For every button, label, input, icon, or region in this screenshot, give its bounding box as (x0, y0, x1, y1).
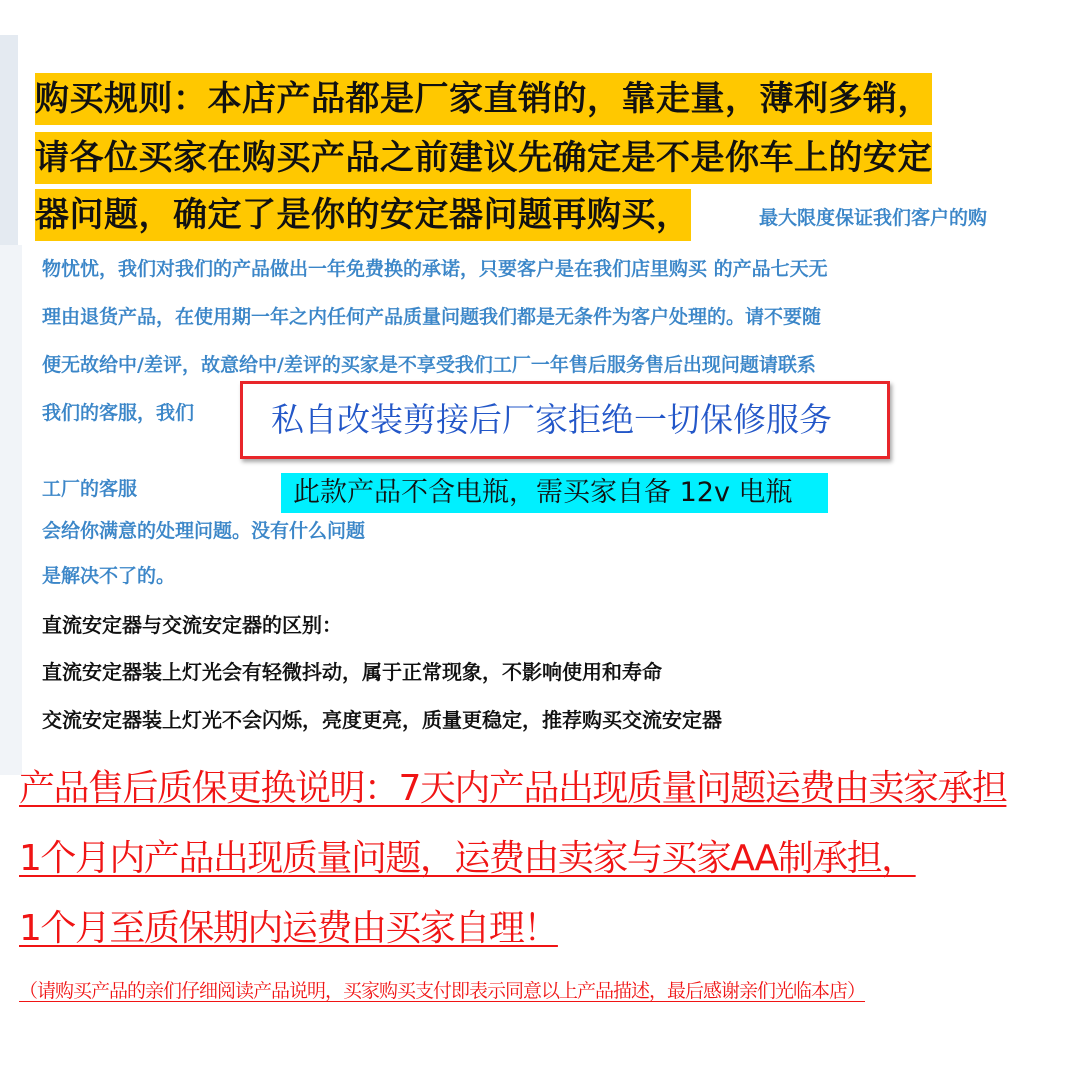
left-edge-bar-top (0, 35, 18, 245)
battery-notice-box (281, 473, 828, 513)
difference-ac: 交流安定器装上灯光不会闪烁，亮度更亮，质量更稳定，推荐购买交流安定器 (42, 708, 722, 732)
modification-notice-text: 私自改装剪接后厂家拒绝一切保修服务 (271, 400, 832, 439)
rules-line-2: 请各位买家在购买产品之前建议先确定是不是你车上的安定 (35, 132, 932, 184)
blue-line-3: 便无故给中/差评，故意给中/差评的买家是不享受我们工厂一年售后服务售后出现问题请联系 (42, 354, 816, 376)
warranty-footnote: （请购买产品的亲们仔细阅读产品说明，买家购买支付即表示同意以上产品描述，最后感谢亲们光临本店） (19, 980, 866, 1002)
blue-line-6: 会给你满意的处理问题。没有什么问题 (42, 520, 366, 542)
difference-title: 直流安定器与交流安定器的区别： (42, 613, 342, 637)
blue-line-7: 是解决不了的。 (42, 565, 176, 587)
rules-line-3-tail: 最大限度保证我们客户的购 (759, 207, 988, 229)
warranty-line-2: 1个月内产品出现质量问题，运费由卖家与买家AA制承担， (19, 838, 916, 879)
left-edge-bar-bottom (0, 245, 22, 775)
blue-line-5: 工厂的客服 (42, 478, 138, 500)
modification-notice-box (240, 381, 890, 459)
rules-line-1: 购买规则：本店产品都是厂家直销的，靠走量，薄利多销， (35, 73, 932, 125)
difference-dc: 直流安定器装上灯光会有轻微抖动，属于正常现象，不影响使用和寿命 (42, 660, 662, 684)
blue-line-4: 我们的客服，我们 (42, 402, 195, 424)
battery-notice-text: 此款产品不含电瓶，需买家自备 12v 电瓶 (293, 477, 793, 508)
warranty-line-1: 产品售后质保更换说明：7天内产品出现质量问题运费由卖家承担 (19, 768, 1007, 809)
rules-line-3: 器问题，确定了是你的安定器问题再购买， (35, 189, 691, 241)
warranty-line-3: 1个月至质保期内运费由买家自理！ (19, 908, 558, 949)
blue-line-2: 理由退货产品，在使用期一年之内任何产品质量问题我们都是无条件为客户处理的。请不要随 (42, 306, 822, 328)
blue-line-1: 物忧忧，我们对我们的产品做出一年免费换的承诺，只要客户是在我们店里购买 的产品七天无 (42, 258, 828, 280)
